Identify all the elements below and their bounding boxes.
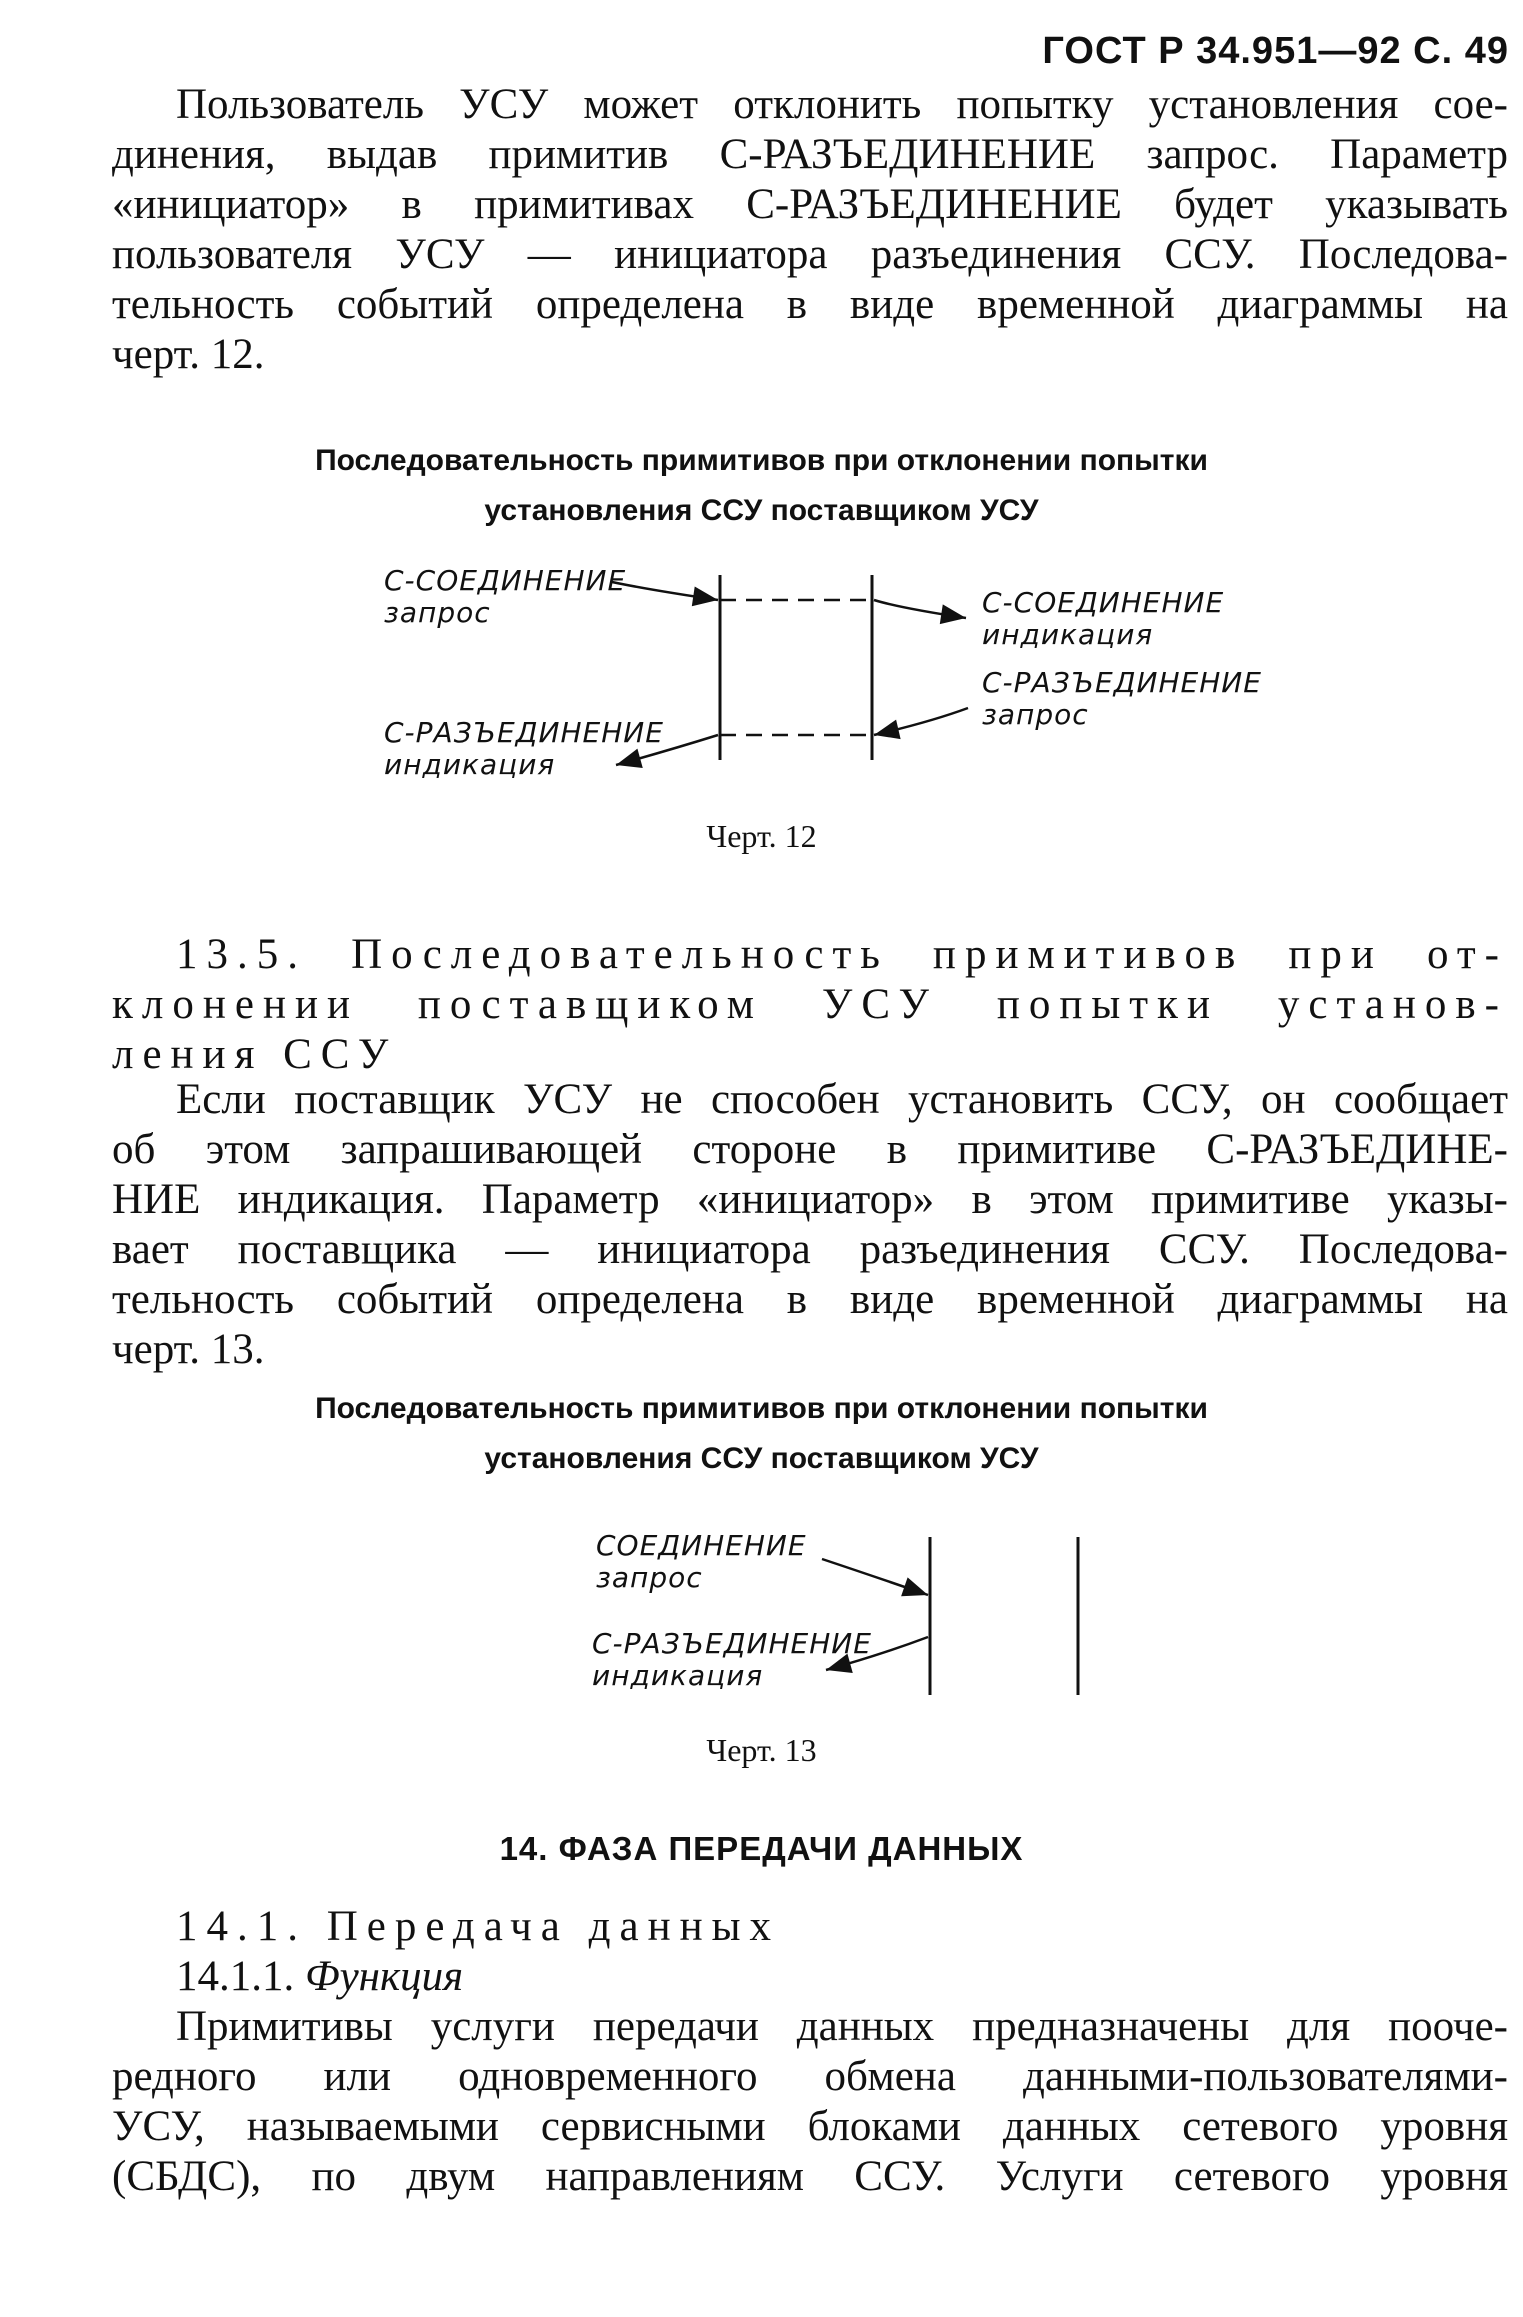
subsubsection-number: 14.1.1. xyxy=(176,1953,295,2000)
subsubsection-title: Функция xyxy=(305,1953,464,2000)
paragraph-line: УСУ, называемыми сервисными блоками данных сетевого уровня xyxy=(112,2103,1508,2150)
paragraph-line: редного или одновременного обмена данными-пользователями- xyxy=(112,2053,1508,2100)
paragraph-line: Примитивы услуги передачи данных предназначены для пооче- xyxy=(176,2003,1508,2050)
subsubsection-heading xyxy=(176,1952,463,2002)
heading-line: 13.5. Последовательность примитивов при от- xyxy=(176,931,1508,978)
figure-12-diagram xyxy=(0,560,1523,800)
figure-12-caption xyxy=(0,436,1523,536)
paragraph-line: тельность событий определена в виде временной диаграммы на xyxy=(112,1276,1508,1323)
label-top-2: запрос xyxy=(596,1561,703,1594)
label-left-top-2: запрос xyxy=(384,596,491,629)
label-left-bottom-2: индикация xyxy=(384,748,556,781)
label-left-bottom-1: С-РАЗЪЕДИНЕНИЕ xyxy=(384,716,664,749)
figure-13-caption xyxy=(0,1384,1523,1484)
figure-13-label: Черт. 13 xyxy=(706,1732,817,1768)
paragraph-line: НИЕ индикация. Параметр «инициатор» в этом примитиве указы- xyxy=(112,1176,1508,1223)
paragraph-line: тельность событий определена в виде временной диаграммы на xyxy=(112,281,1508,328)
paragraph-line: Пользователь УСУ может отклонить попытку установления сое- xyxy=(176,81,1508,128)
paragraph-line: (СБДС), по двум направлениям ССУ. Услуги сетевого уровня xyxy=(112,2153,1508,2200)
paragraph-line: «инициатор» в примитивах С-РАЗЪЕДИНЕНИЕ будет указывать xyxy=(112,181,1508,228)
figure-12-label: Черт. 12 xyxy=(706,818,817,854)
arrow-request-in xyxy=(822,1559,928,1595)
label-left-top-1: С-СОЕДИНЕНИЕ xyxy=(384,564,627,597)
label-bottom-1: С-РАЗЪЕДИНЕНИЕ xyxy=(592,1627,872,1660)
heading-line: клонении поставщиком УСУ попытки установ- xyxy=(112,981,1508,1028)
paragraph-line: черт. 12. xyxy=(112,331,265,378)
heading-line: ления ССУ xyxy=(112,1031,398,1078)
section-14-heading: 14. ФАЗА ПЕРЕДАЧИ ДАННЫХ xyxy=(499,1830,1024,1867)
arrow-request-in xyxy=(612,582,718,600)
figure-12-caption-line: Последовательность примитивов при отклонении попытки xyxy=(315,444,1208,477)
paragraph-1 xyxy=(112,80,1508,380)
paragraph-line: об этом запрашивающей стороне в примитиве С-РАЗЪЕДИНЕ- xyxy=(112,1126,1508,1173)
paragraph-line: пользователя УСУ — инициатора разъединения ССУ. Последова- xyxy=(112,231,1508,278)
arrow-indication-out xyxy=(874,600,966,618)
paragraph-2 xyxy=(112,1075,1508,1375)
label-right-top-1: С-СОЕДИНЕНИЕ xyxy=(982,586,1225,619)
label-right-bottom-2: запрос xyxy=(982,698,1089,731)
label-right-top-2: индикация xyxy=(982,618,1154,651)
paragraph-line: Если поставщик УСУ не способен установить ССУ, он сообщает xyxy=(176,1076,1508,1123)
arrow-request-in-right xyxy=(874,708,968,735)
section-13-5-heading xyxy=(112,930,1508,1080)
label-bottom-2: индикация xyxy=(592,1659,764,1692)
paragraph-line: вает поставщика — инициатора разъединения ССУ. Последова- xyxy=(112,1226,1508,1273)
figure-12-caption-line: установления ССУ поставщиком УСУ xyxy=(484,494,1039,527)
page-header: ГОСТ Р 34.951—92 С. 49 xyxy=(1042,30,1509,72)
label-top-1: СОЕДИНЕНИЕ xyxy=(596,1529,807,1562)
paragraph-line: динения, выдав примитив С-РАЗЪЕДИНЕНИЕ запрос. Параметр xyxy=(112,131,1508,178)
subsection-heading: 14.1. Передача данных xyxy=(176,1903,780,1950)
paragraph-line: черт. 13. xyxy=(112,1326,265,1373)
figure-13-caption-line: Последовательность примитивов при отклонении попытки xyxy=(315,1392,1208,1425)
figure-13-diagram xyxy=(0,1525,1523,1705)
figure-13-caption-line: установления ССУ поставщиком УСУ xyxy=(484,1442,1039,1475)
paragraph-3 xyxy=(112,2002,1508,2202)
label-right-bottom-1: С-РАЗЪЕДИНЕНИЕ xyxy=(982,666,1262,699)
